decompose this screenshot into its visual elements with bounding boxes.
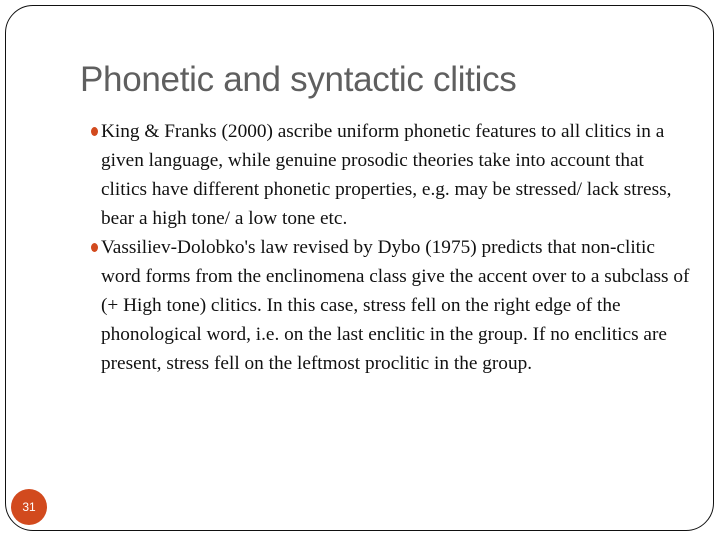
bullet-text: Vassiliev-Dolobko's law revised by Dybo (1975) predicts that non-clitic word forms from the enclinomena class give the accent over to a subclass of (+ High tone) clitics. In this case, stress fell on the right edge of the phonological word, i.e. on the last enclitic in the group. If no enclitics are present, stress fell on the leftmost proclitic in the group. [101, 237, 690, 374]
bullet-icon [91, 243, 98, 252]
bullet-item [101, 117, 691, 233]
bullet-icon [91, 127, 98, 136]
bullet-list [101, 117, 691, 378]
bullet-text: King & Franks (2000) ascribe uniform phonetic features to all clitics in a given language, while genuine prosodic theories take into account that clitics have different phonetic properties, e.g. may be stressed/ lack stress, bear a high tone/ a low tone etc. [101, 121, 672, 229]
bullet-item [101, 233, 691, 378]
page-number-badge: 31 [11, 489, 47, 525]
slide-title: Phonetic and syntactic clitics [80, 60, 517, 99]
